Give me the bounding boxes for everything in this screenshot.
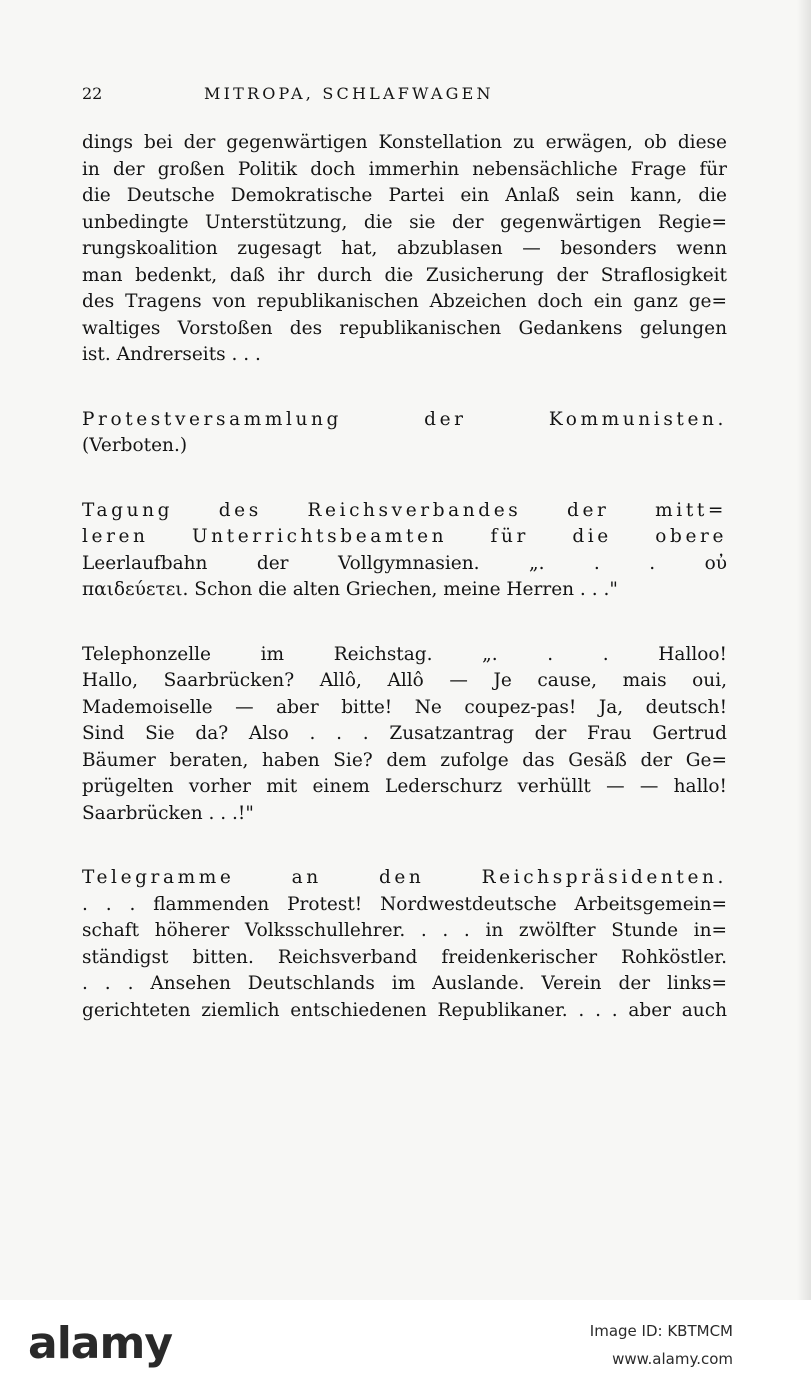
paragraph-protestversammlung [82,407,727,460]
text-line: Sind Sie da? Also . . . Zusatzantrag der Frau Gertrud [82,723,727,744]
text-line: Telephonzelle im Reichstag. „. . . Halloo! [82,643,727,665]
paragraph-gap [82,369,727,407]
paragraph-telephonzelle [82,642,727,828]
paragraph-tagung [82,498,727,604]
text-line: Bäumer beraten, haben Sie? dem zufolge das Gesäß der Ge= [82,749,727,771]
text-line: dings bei der gegenwärtigen Konstellation zu erwägen, ob diese [82,132,727,153]
text-line: des Tragens von republikanischen Abzeichen doch ein ganz ge= [82,291,727,312]
text-line: Saarbrücken . . .!" [82,802,254,824]
text-line: gerichteten ziemlich entschiedenen Republikaner. . . . aber auch [82,999,727,1021]
text-line: Tagung des Reichsverbandes der mitt= [82,499,727,521]
page-edge-shadow [797,0,811,1300]
text-line: ist. Andrerseits . . . [82,344,261,365]
text-line: prügelten vorher mit einem Lederschurz verhüllt — — hallo! [82,776,727,797]
text-line: Mademoiselle — aber bitte! Ne coupez-pas! Ja, deutsch! [82,696,727,718]
text-line: leren Unterrichtsbeamten für die obere [82,526,727,547]
text-line: (Verboten.) [82,435,188,456]
running-head: MITROPA, SCHLAFWAGEN [204,84,494,103]
text-line: ständigst bitten. Reichsverband freidenkerischer Rohköstler. [82,946,727,968]
text-line: unbedingte Unterstützung, die sie der gegenwärtigen Regie= [82,211,727,233]
paragraph-gap [82,460,727,498]
text-line: waltiges Vorstoßen des republikanischen Gedankens gelungen [82,317,727,339]
paragraph-gap [82,604,727,642]
text-line: Telegramme an den Reichspräsidenten. [82,867,727,888]
alamy-logo: alamy [28,1318,172,1369]
paragraph-telegramme [82,865,727,1024]
page-header [82,84,722,114]
text-line: in der großen Politik doch immerhin nebensächliche Frage für [82,158,727,180]
page-body [82,130,727,1024]
text-line: rungskoalition zugesagt hat, abzublasen — besonders wenn [82,238,727,259]
paragraph-gap [82,827,727,865]
paragraph-continuation [82,130,727,369]
page-number: 22 [82,84,103,103]
text-line: Hallo, Saarbrücken? Allô, Allô — Je cause, mais oui, [82,670,727,691]
image-id-label: Image ID: KBTMCM [589,1322,733,1340]
text-line: . . . flammenden Protest! Nordwestdeutsche Arbeitsgemein= [82,893,727,915]
text-line: Leerlaufbahn der Vollgymnasien. „. . . οὐ [82,552,727,574]
text-line: Protestversammlung der Kommunisten. [82,408,727,430]
site-url-label: www.alamy.com [612,1350,733,1368]
text-line: die Deutsche Demokratische Partei ein Anlaß sein kann, die [82,185,727,206]
text-line: . . . Ansehen Deutschlands im Auslande. Verein der links= [82,973,727,994]
text-line: schaft höherer Volksschullehrer. . . . in zwölfter Stunde in= [82,920,727,941]
text-line: man bedenkt, daß ihr durch die Zusicherung der Straflosigkeit [82,264,727,286]
text-line: παιδεύετει. Schon die alten Griechen, meine Herren . . ." [82,579,618,600]
stock-footer [0,1300,811,1390]
